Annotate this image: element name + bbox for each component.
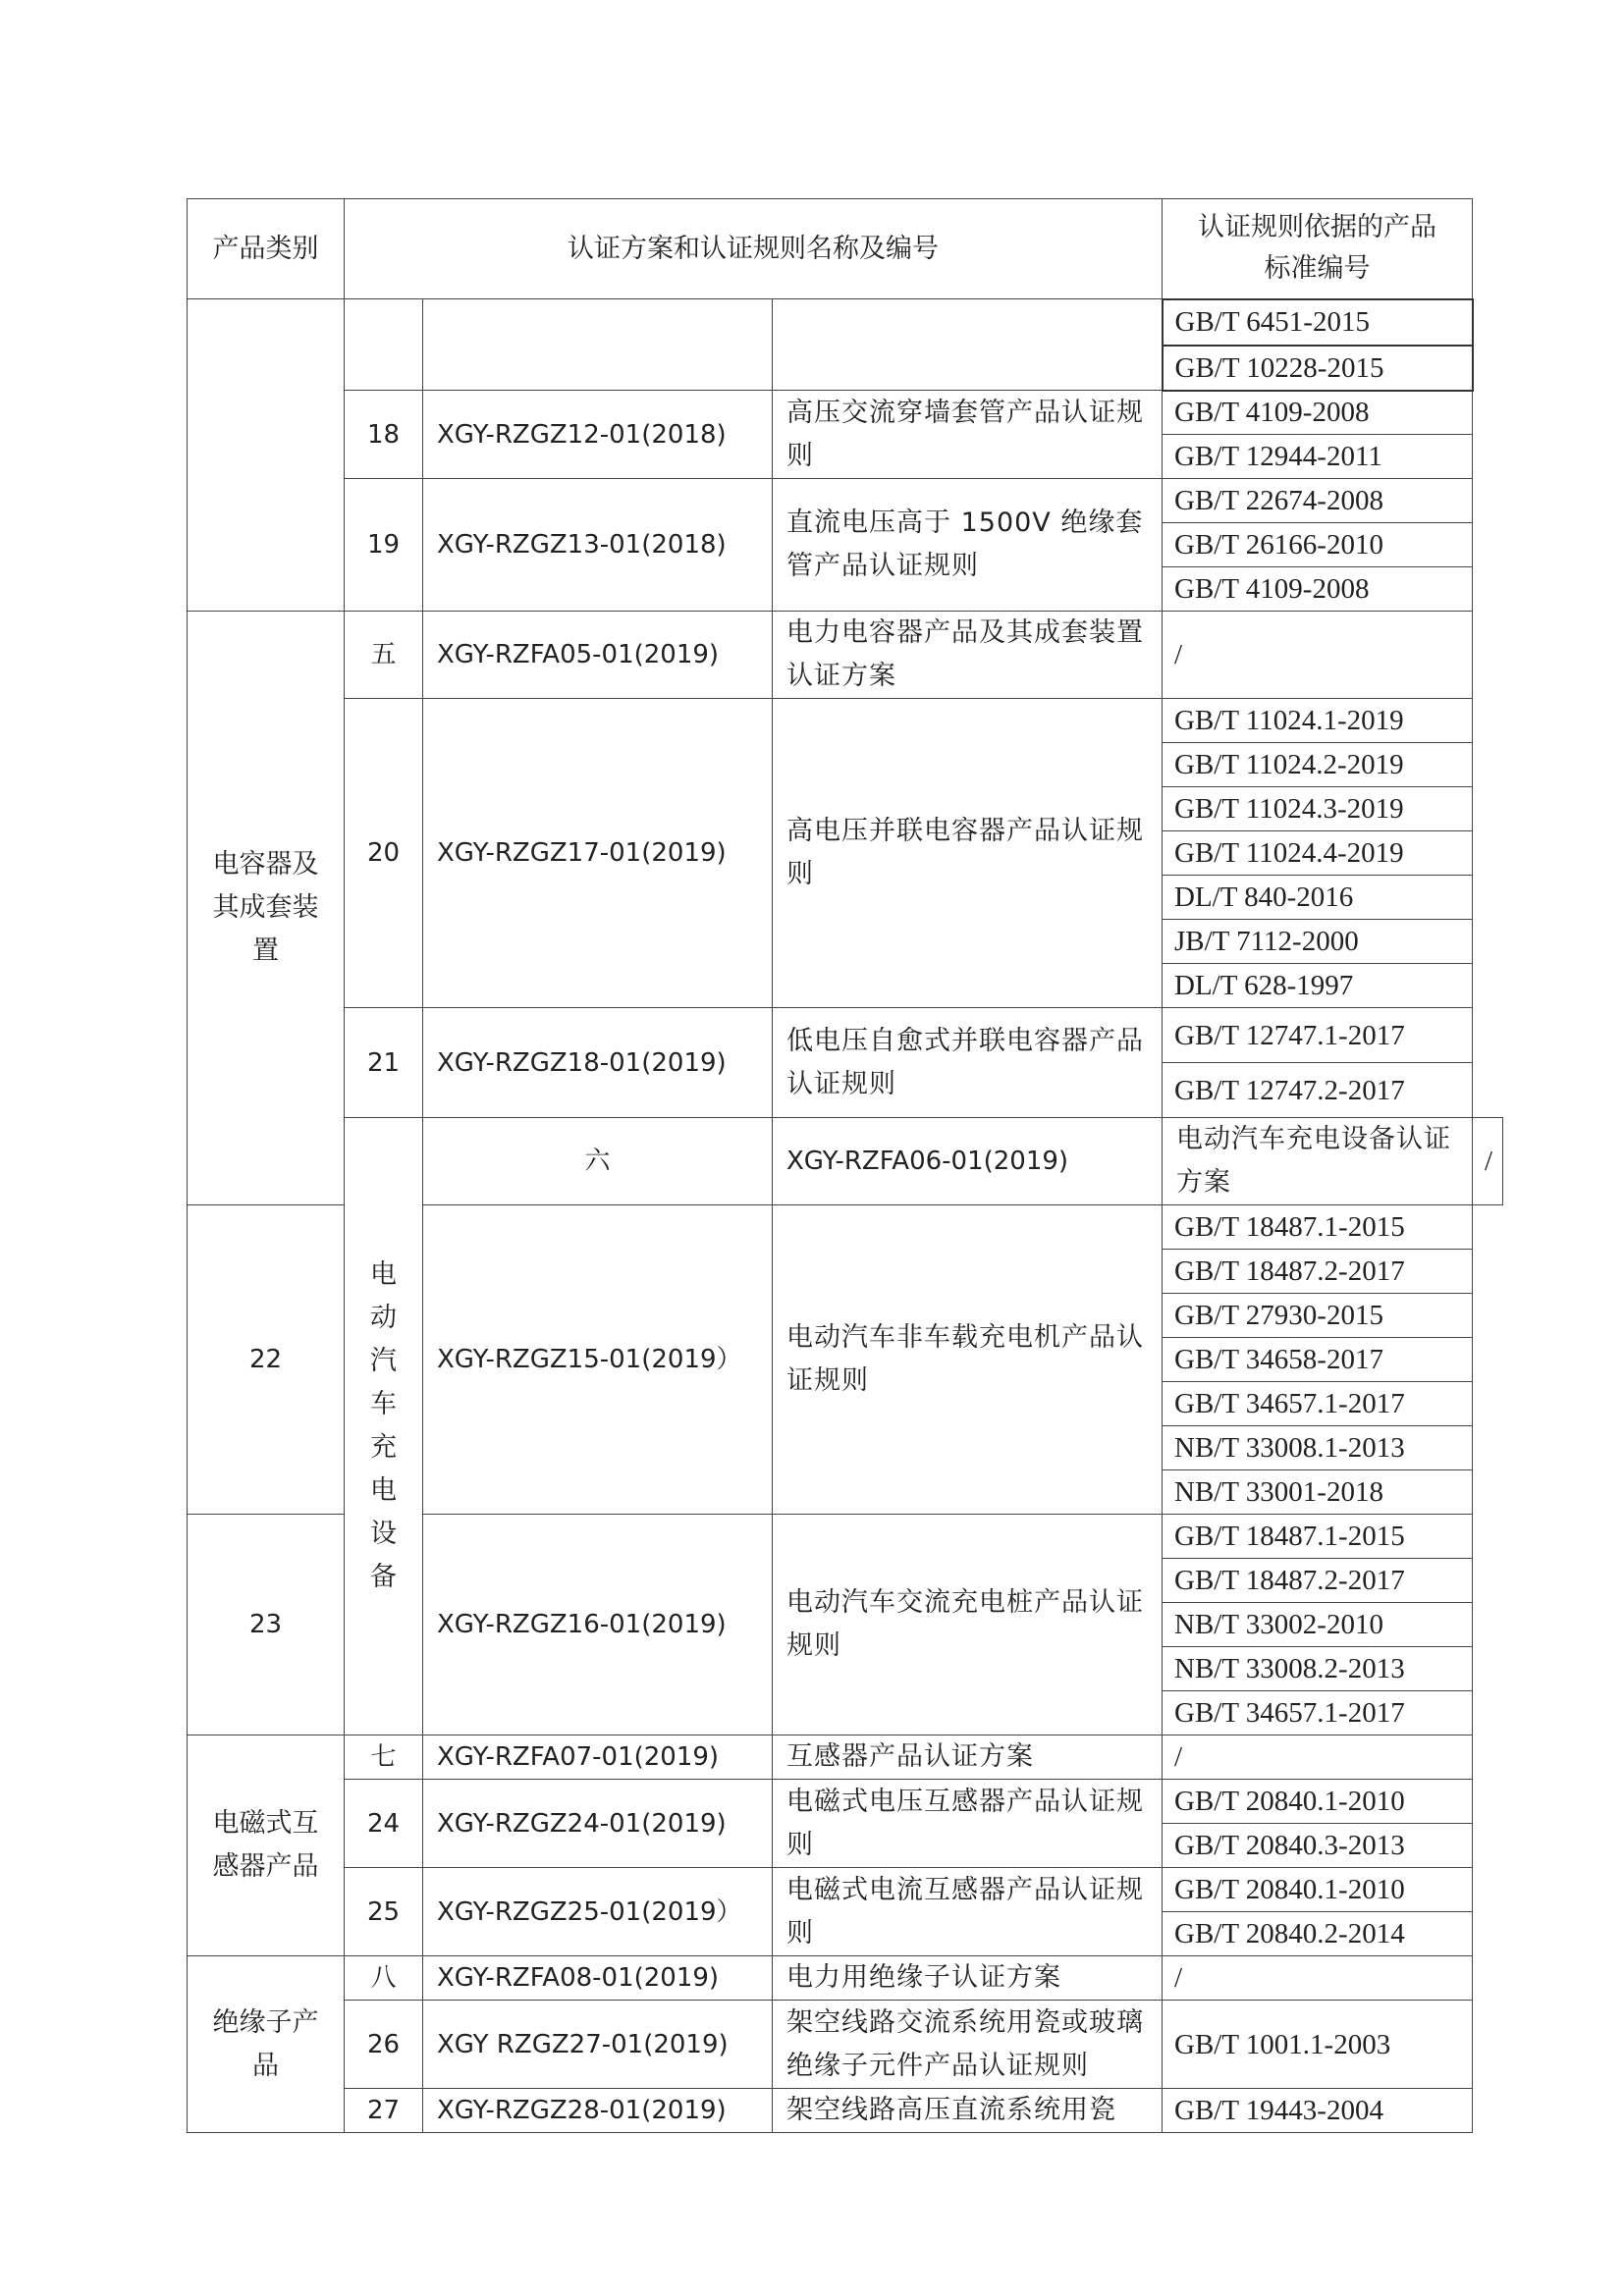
table-row: [188, 1956, 1503, 2001]
standard-cell: GB/T 18487.2-2017: [1163, 1559, 1473, 1603]
standard-cell: GB/T 18487.1-2015: [1163, 1515, 1473, 1559]
category-ev-charging: 电动汽车充电设备: [345, 1118, 423, 1735]
name-cell-empty: [773, 299, 1163, 391]
standard-cell: GB/T 4109-2008: [1163, 567, 1473, 612]
rule-code: XGY-RZGZ24-01(2019): [423, 1780, 773, 1868]
table-row: [188, 1008, 1503, 1063]
rule-number: 22: [188, 1205, 345, 1515]
standard-cell: GB/T 6451-2015: [1163, 299, 1473, 346]
standard-cell: GB/T 18487.2-2017: [1163, 1250, 1473, 1294]
standard-cell: GB/T 1001.1-2003: [1163, 2001, 1473, 2089]
certification-table: [187, 198, 1503, 2133]
scheme-number: 六: [423, 1118, 773, 1205]
standard-cell: /: [1163, 1956, 1473, 2001]
standard-cell: GB/T 11024.2-2019: [1163, 743, 1473, 787]
standard-cell: GB/T 22674-2008: [1163, 479, 1473, 523]
standard-cell: GB/T 4109-2008: [1163, 391, 1473, 435]
standard-cell: GB/T 11024.4-2019: [1163, 831, 1473, 876]
standard-cell: GB/T 26166-2010: [1163, 523, 1473, 567]
standard-cell: GB/T 27930-2015: [1163, 1294, 1473, 1338]
rule-code: XGY-RZGZ25-01(2019）: [423, 1868, 773, 1956]
header-standard-line1: 认证规则依据的产品: [1198, 212, 1436, 243]
standard-cell: DL/T 628-1997: [1163, 964, 1473, 1008]
header-row: [188, 199, 1503, 299]
rule-number: 18: [345, 391, 423, 479]
scheme-code: XGY-RZFA06-01(2019): [773, 1118, 1163, 1205]
table-row: [188, 299, 1503, 346]
rule-code: XGY-RZGZ12-01(2018): [423, 391, 773, 479]
table-row: [188, 1118, 1503, 1205]
rule-name: 架空线路交流系统用瓷或玻璃绝缘子元件产品认证规则: [773, 2001, 1163, 2089]
rule-code: XGY-RZGZ18-01(2019): [423, 1008, 773, 1118]
standard-cell: GB/T 34658-2017: [1163, 1338, 1473, 1382]
standard-cell: /: [1163, 1735, 1473, 1780]
rule-name: 高电压并联电容器产品认证规则: [773, 699, 1163, 1008]
scheme-name: 互感器产品认证方案: [773, 1735, 1163, 1780]
standard-cell: GB/T 20840.1-2010: [1163, 1780, 1473, 1824]
scheme-name: 电动汽车充电设备认证方案: [1163, 1118, 1473, 1205]
standard-cell: GB/T 12944-2011: [1163, 435, 1473, 479]
rule-number: 25: [345, 1868, 423, 1956]
rule-number: 27: [345, 2089, 423, 2133]
standard-cell: GB/T 20840.3-2013: [1163, 1824, 1473, 1868]
standard-cell: NB/T 33008.2-2013: [1163, 1647, 1473, 1691]
table-row: [188, 1780, 1503, 1824]
header-category: 产品类别: [188, 199, 345, 299]
scheme-code: XGY-RZFA08-01(2019): [423, 1956, 773, 2001]
standard-cell: /: [1473, 1118, 1503, 1205]
rule-name: 高压交流穿墙套管产品认证规则: [773, 391, 1163, 479]
scheme-name: 电力电容器产品及其成套装置认证方案: [773, 612, 1163, 699]
standard-cell: GB/T 20840.1-2010: [1163, 1868, 1473, 1912]
standard-cell: GB/T 12747.1-2017: [1163, 1008, 1473, 1063]
table-row: [188, 699, 1503, 743]
rule-name: 架空线路高压直流系统用瓷: [773, 2089, 1163, 2133]
standard-cell: NB/T 33001-2018: [1163, 1470, 1473, 1515]
standard-cell: GB/T 34657.1-2017: [1163, 1382, 1473, 1426]
rule-code: XGY-RZGZ13-01(2018): [423, 479, 773, 612]
rule-name: 电动汽车交流充电桩产品认证规则: [773, 1515, 1163, 1735]
scheme-name: 电力用绝缘子认证方案: [773, 1956, 1163, 2001]
table-row: [188, 2089, 1503, 2133]
rule-number: 19: [345, 479, 423, 612]
rule-code: XGY-RZGZ28-01(2019): [423, 2089, 773, 2133]
table-row: [188, 1868, 1503, 1912]
scheme-code: XGY-RZFA05-01(2019): [423, 612, 773, 699]
category-transformer: 电磁式互感器产品: [188, 1735, 345, 1956]
table-row: [188, 2001, 1503, 2089]
standard-cell: JB/T 7112-2000: [1163, 920, 1473, 964]
header-scheme: 认证方案和认证规则名称及编号: [345, 199, 1163, 299]
standard-cell: NB/T 33008.1-2013: [1163, 1426, 1473, 1470]
rule-name: 电动汽车非车载充电机产品认证规则: [773, 1205, 1163, 1515]
rule-name: 低电压自愈式并联电容器产品认证规则: [773, 1008, 1163, 1118]
rule-code: XGY-RZGZ17-01(2019): [423, 699, 773, 1008]
standard-cell: DL/T 840-2016: [1163, 876, 1473, 920]
category-cell-continued: [188, 299, 345, 612]
standard-cell: GB/T 11024.3-2019: [1163, 787, 1473, 831]
rule-number: 24: [345, 1780, 423, 1868]
header-standard: [1163, 199, 1473, 299]
scheme-number: 七: [345, 1735, 423, 1780]
rule-number: 21: [345, 1008, 423, 1118]
table-row: [188, 479, 1503, 523]
standard-cell: GB/T 34657.1-2017: [1163, 1691, 1473, 1735]
category-insulator: 绝缘子产品: [188, 1956, 345, 2133]
standard-cell: /: [1163, 612, 1473, 699]
standard-cell: GB/T 18487.1-2015: [1163, 1205, 1473, 1250]
rule-code: XGY RZGZ27-01(2019): [423, 2001, 773, 2089]
standard-cell: GB/T 12747.2-2017: [1163, 1063, 1473, 1118]
rule-name: 直流电压高于 1500V 绝缘套管产品认证规则: [773, 479, 1163, 612]
rule-number: 23: [188, 1515, 345, 1735]
standard-cell: GB/T 10228-2015: [1163, 346, 1473, 391]
rule-number: 20: [345, 699, 423, 1008]
num-cell-empty: [345, 299, 423, 391]
rule-number: 26: [345, 2001, 423, 2089]
standard-cell: NB/T 33002-2010: [1163, 1603, 1473, 1647]
rule-name: 电磁式电流互感器产品认证规则: [773, 1868, 1163, 1956]
scheme-number: 五: [345, 612, 423, 699]
scheme-code: XGY-RZFA07-01(2019): [423, 1735, 773, 1780]
scheme-number: 八: [345, 1956, 423, 2001]
table-row: [188, 1735, 1503, 1780]
rule-code: XGY-RZGZ15-01(2019）: [423, 1205, 773, 1515]
standard-cell: GB/T 11024.1-2019: [1163, 699, 1473, 743]
category-capacitor: 电容器及其成套装置: [188, 612, 345, 1205]
code-cell-empty: [423, 299, 773, 391]
standard-cell: GB/T 20840.2-2014: [1163, 1912, 1473, 1956]
table-row: [188, 612, 1503, 699]
table-row: [188, 391, 1503, 435]
rule-code: XGY-RZGZ16-01(2019): [423, 1515, 773, 1735]
standard-cell: GB/T 19443-2004: [1163, 2089, 1473, 2133]
rule-name: 电磁式电压互感器产品认证规则: [773, 1780, 1163, 1868]
header-standard-line2: 标准编号: [1264, 253, 1371, 285]
